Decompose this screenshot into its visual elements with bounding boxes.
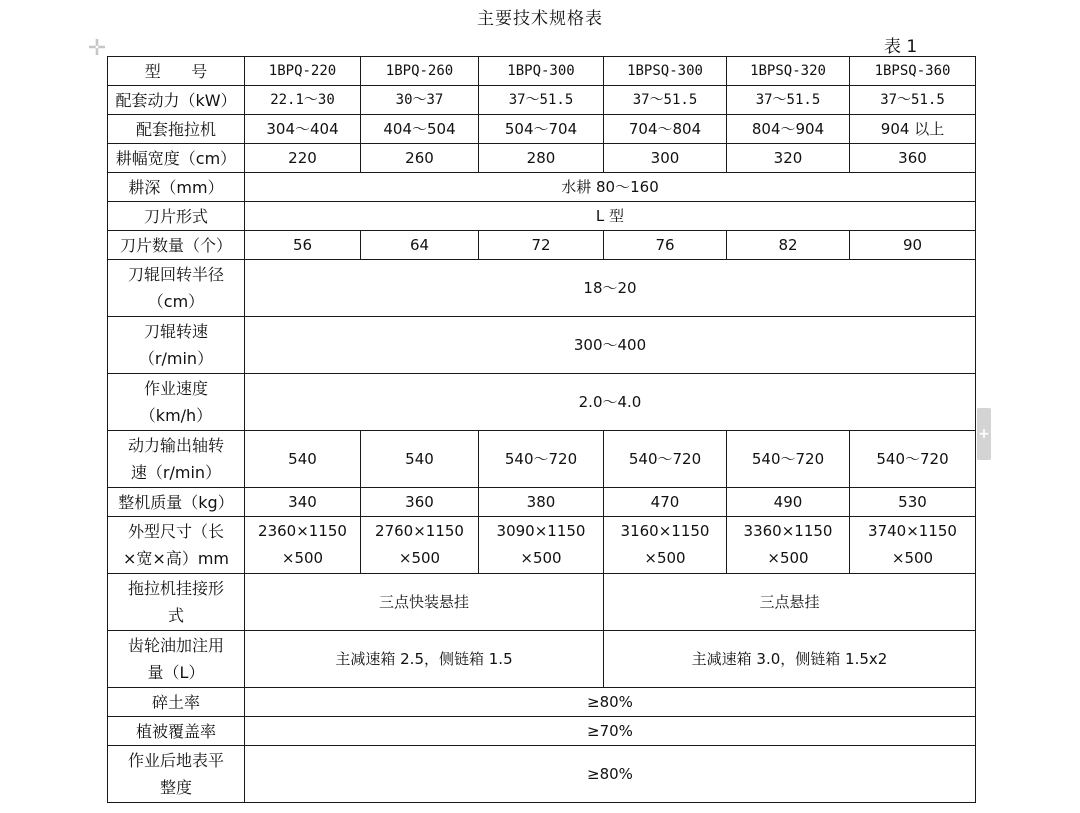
table-cell: 300～400 [245,317,976,374]
table-row-gear-oil [108,631,976,688]
model-cell: 1BPQ-220 [245,57,361,86]
table-cell: 220 [245,144,361,173]
table-row-width [108,144,976,173]
label-line: 速（r/min） [130,463,222,482]
row-label-power: 配套动力（kW） [108,86,245,115]
table-cell: 704～804 [604,115,727,144]
table-cell: 56 [245,231,361,260]
table-row-blade-count [108,231,976,260]
table-cell: 76 [604,231,727,260]
table-cell: 804～904 [727,115,850,144]
table-cell: 470 [604,488,727,517]
dimension-line: ×500 [644,549,686,567]
row-label-roller-speed [108,317,245,374]
table-row-blade-type [108,202,976,231]
label-line: 刀辊转速 [143,322,208,341]
label-line: 式 [167,606,184,625]
table-cell: 280 [479,144,604,173]
label-line: （km/h） [139,406,213,425]
dimension-line: 2760×1150 [375,522,464,540]
table-cell: 72 [479,231,604,260]
table-cell: 37～51.5 [479,86,604,115]
dimension-line: 3160×1150 [620,522,710,540]
table-cell: 404～504 [361,115,479,144]
row-label-depth: 耕深（mm） [108,173,245,202]
table-cell: 540～720 [479,431,604,488]
table-cell: 90 [850,231,976,260]
label-line: 外型尺寸（长 [127,522,224,541]
table-row-dimensions [108,517,976,574]
table-row-hitch [108,574,976,631]
table-number: 表 1 [884,37,918,57]
dimension-line: 2360×1150 [258,522,347,540]
table-cell: 37～51.5 [850,86,976,115]
table-cell: 540～720 [850,431,976,488]
model-cell: 1BPSQ-300 [604,57,727,86]
dimension-line: ×500 [281,549,324,567]
document-title: 主要技术规格表 [477,9,603,29]
label-line: （cm） [147,292,205,311]
row-label-blade-count: 刀片数量（个） [108,231,245,260]
table-row-veg-cover [108,717,976,746]
label-line: 动力输出轴转 [127,436,224,455]
table-cell: 22.1～30 [245,86,361,115]
row-label-gear-oil [108,631,245,688]
table-cell: 360 [850,144,976,173]
row-label-pto [108,431,245,488]
label-line: ×宽×高）mm [123,549,229,568]
table-cell: ≥80% [245,688,976,717]
table-row-roller-speed [108,317,976,374]
table-cell: 540～720 [604,431,727,488]
row-label-mass: 整机质量（kg） [108,488,245,517]
table-row-flatness [108,746,976,803]
table-row-depth [108,173,976,202]
label-line: 拖拉机挂接形 [127,579,224,598]
table-cell: 18～20 [245,260,976,317]
table-cell: L 型 [245,202,976,231]
table-row-tractor [108,115,976,144]
model-cell: 1BPQ-260 [361,57,479,86]
row-label-flatness [108,746,245,803]
table-row-work-speed [108,374,976,431]
dimension-line: ×500 [767,549,809,567]
table-cell: ≥70% [245,717,976,746]
table-cell: 260 [361,144,479,173]
row-label-veg-cover: 植被覆盖率 [108,717,245,746]
table-row-model [108,57,976,86]
table-cell [361,517,479,574]
model-cell: 1BPSQ-320 [727,57,850,86]
dimension-line: ×500 [891,549,934,567]
table-cell [604,517,727,574]
plus-icon[interactable]: + [977,408,991,460]
table-cell: 主减速箱 3.0，侧链箱 1.5x2 [604,631,976,688]
table-cell: 2.0～4.0 [245,374,976,431]
dimension-line: ×500 [398,549,441,567]
table-cell: 340 [245,488,361,517]
table-cell: 三点快装悬挂 [245,574,604,631]
table-cell: 30～37 [361,86,479,115]
table-cell: 490 [727,488,850,517]
label-line: 刀辊回转半径 [127,265,224,284]
row-label-radius [108,260,245,317]
table-cell: 300 [604,144,727,173]
table-cell [479,517,604,574]
table-cell: 360 [361,488,479,517]
table-row-radius [108,260,976,317]
table-cell: 主减速箱 2.5，侧链箱 1.5 [245,631,604,688]
row-label-blade-type: 刀片形式 [108,202,245,231]
table-cell: 64 [361,231,479,260]
table-cell: 320 [727,144,850,173]
label-line: 作业速度 [143,379,208,398]
label-line: 整度 [159,778,192,797]
table-cell [850,517,976,574]
move-icon[interactable]: ✛ [87,36,107,61]
table-row-power [108,86,976,115]
model-cell: 1BPSQ-360 [850,57,976,86]
label-line: （r/min） [138,349,214,368]
row-label-width: 耕幅宽度（cm） [108,144,245,173]
label-line: 齿轮油加注用 [127,636,224,655]
label-line: 量（L） [147,663,205,682]
table-cell: 540 [245,431,361,488]
table-cell: 380 [479,488,604,517]
table-cell [245,517,361,574]
table-cell: 304～404 [245,115,361,144]
table-cell: 37～51.5 [727,86,850,115]
table-cell: 504～704 [479,115,604,144]
table-cell: 540～720 [727,431,850,488]
row-label-model: 型 号 [108,57,245,86]
dimension-line: 3090×1150 [496,522,586,540]
table-cell: 540 [361,431,479,488]
row-label-hitch [108,574,245,631]
table-cell: 82 [727,231,850,260]
table-row-mass [108,488,976,517]
row-label-work-speed [108,374,245,431]
table-cell: 三点悬挂 [604,574,976,631]
table-row-soil-break [108,688,976,717]
row-label-tractor: 配套拖拉机 [108,115,245,144]
dimension-line: 3740×1150 [868,522,957,540]
spec-table [107,56,976,803]
dimension-line: ×500 [520,549,562,567]
model-cell: 1BPQ-300 [479,57,604,86]
table-cell: 904 以上 [850,115,976,144]
row-label-dimensions [108,517,245,574]
row-label-soil-break: 碎土率 [108,688,245,717]
table-cell: 37～51.5 [604,86,727,115]
table-cell: 水耕 80～160 [245,173,976,202]
dimension-line: 3360×1150 [743,522,833,540]
table-row-pto [108,431,976,488]
table-cell: 530 [850,488,976,517]
table-cell: ≥80% [245,746,976,803]
table-cell [727,517,850,574]
label-line: 作业后地表平 [127,751,224,770]
